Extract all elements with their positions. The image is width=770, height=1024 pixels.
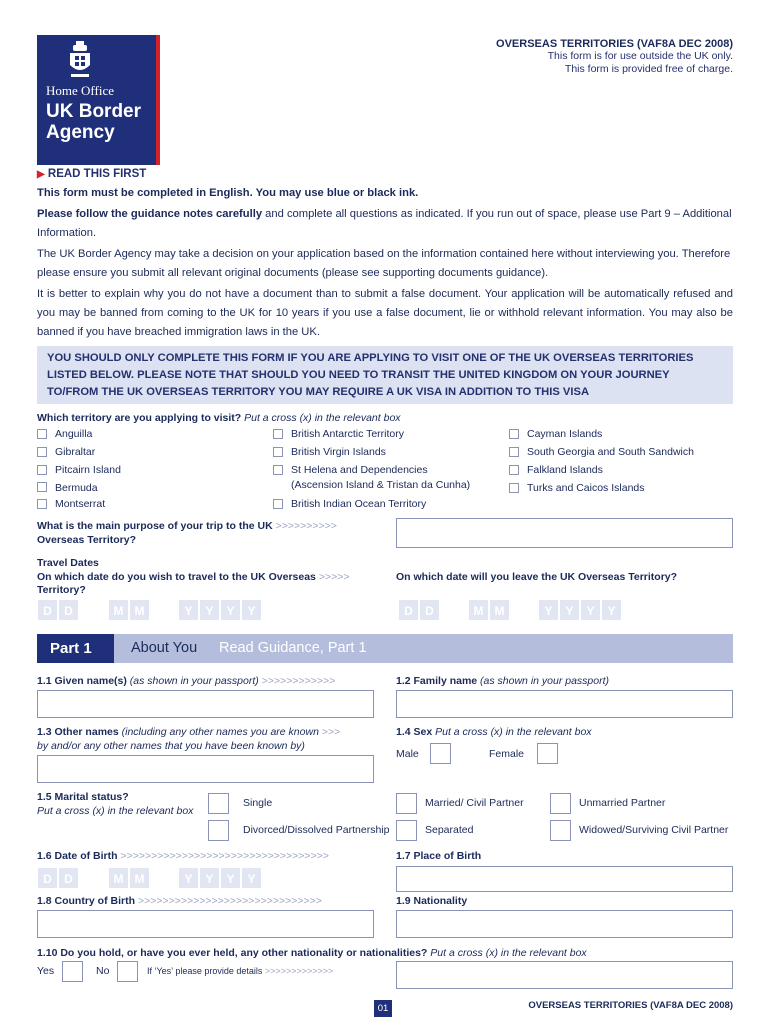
q1-10-label <box>37 947 587 959</box>
intro-paragraph-3: The UK Border Agency may take a decision on your application based on the information contained here without interviewing you. Therefore please ensure you submit all relevant original documents (please see supporting documents guidance). <box>37 248 731 279</box>
play-arrow-icon: ▶ <box>37 169 45 180</box>
year-digit[interactable]: Y <box>559 599 580 621</box>
form-title: OVERSEAS TERRITORIES (VAF8A DEC 2008) <box>496 38 733 50</box>
year-digit[interactable]: Y <box>199 599 220 621</box>
dob-day[interactable] <box>37 867 79 889</box>
q1-3-arrows: >>> <box>321 726 341 738</box>
leave-date-day[interactable] <box>398 599 440 621</box>
q1-10-details-label <box>147 966 333 976</box>
part-1-header <box>37 634 733 663</box>
q1-3-hint: (including any other names you are known <box>121 726 319 738</box>
day-digit[interactable]: D <box>37 599 58 621</box>
purpose-question-line-2: Overseas Territory? <box>37 534 137 546</box>
header-note-1: This form is for use outside the UK only. <box>547 50 733 62</box>
marital-widowed-checkbox[interactable] <box>550 820 571 841</box>
q1-1-label-text: 1.1 Given name(s) <box>37 675 127 687</box>
sex-male-label: Male <box>396 748 419 760</box>
marital-widowed-label: Widowed/Surviving Civil Partner <box>579 824 729 836</box>
q1-4-hint: Put a cross (x) in the relevant box <box>435 726 592 738</box>
travel-date-question <box>37 571 350 583</box>
day-digit[interactable]: D <box>58 599 79 621</box>
year-digit[interactable]: Y <box>601 599 622 621</box>
marital-married-label: Married/ Civil Partner <box>425 797 524 809</box>
marital-divorced-checkbox[interactable] <box>208 820 229 841</box>
marital-single-label: Single <box>243 797 273 809</box>
dob-year[interactable] <box>178 867 262 889</box>
option-pitcairn-island: Pitcairn Island <box>55 464 121 476</box>
month-digit[interactable]: M <box>129 867 150 889</box>
marital-unmarried-checkbox[interactable] <box>550 793 571 814</box>
q1-8-label <box>37 895 322 907</box>
q1-9-label: 1.9 Nationality <box>396 895 468 907</box>
year-digit[interactable]: Y <box>220 867 241 889</box>
option-montserrat: Montserrat <box>55 498 106 510</box>
sex-male-checkbox[interactable] <box>430 743 451 764</box>
option-south-georgia: South Georgia and South Sandwich <box>527 446 694 458</box>
q1-1-hint: (as shown in your passport) <box>129 675 259 687</box>
q1-8-label-text: 1.8 Country of Birth <box>37 895 136 907</box>
purpose-arrows: >>>>>>>>>> <box>275 520 337 532</box>
option-british-indian-ocean-territory: British Indian Ocean Territory <box>291 498 427 510</box>
option-st-helena-note: (Ascension Island & Tristan da Cunha) <box>291 479 471 491</box>
family-name-input[interactable] <box>396 690 733 718</box>
part-1-label: Part 1 <box>37 634 114 663</box>
leave-date-question: On which date will you leave the UK Overseas Territory? <box>396 571 678 583</box>
purpose-input[interactable] <box>396 518 733 548</box>
month-digit[interactable]: M <box>489 599 510 621</box>
travel-date-arrows: >>>>> <box>318 571 350 583</box>
checkbox-bermuda[interactable] <box>37 482 47 492</box>
option-bermuda: Bermuda <box>55 482 98 494</box>
q1-3-label-text: 1.3 Other names <box>37 726 119 738</box>
other-nationality-input[interactable] <box>396 961 733 989</box>
q1-2-hint: (as shown in your passport) <box>480 675 610 687</box>
q1-2-label <box>396 675 609 687</box>
intro-paragraph-1: This form must be completed in English. You may use blue or black ink. <box>37 187 419 199</box>
header-note-2: This form is provided free of charge. <box>564 63 733 75</box>
day-digit[interactable]: D <box>398 599 419 621</box>
page-number: 01 <box>374 1000 392 1017</box>
checkbox-turks-and-caicos[interactable] <box>509 483 519 493</box>
month-digit[interactable]: M <box>129 599 150 621</box>
logo-home-office: Home Office <box>46 83 114 98</box>
option-falkland-islands: Falkland Islands <box>527 464 603 476</box>
q1-6-arrows: >>>>>>>>>>>>>>>>>>>>>>>>>>>>>>>>>> <box>120 850 329 862</box>
uk-border-agency-logo <box>37 35 160 165</box>
checkbox-st-helena[interactable] <box>273 465 283 475</box>
year-digit[interactable]: Y <box>178 599 199 621</box>
other-names-input[interactable] <box>37 755 374 783</box>
q1-1-arrows: >>>>>>>>>>>> <box>261 675 336 687</box>
overseas-territories-notice: YOU SHOULD ONLY COMPLETE THIS FORM IF YOU ARE APPLYING TO VISIT ONE OF THE UK OVERSEAS TERRITORIES LISTED BELOW. PLEASE NOTE THAT SHOULD YOU NEED TO TRANSIT THE UNITED KINGDOM ON YOUR JOURNEY TO/FROM THE UK OVERSEAS TERRITORY YOU MAY REQUIRE A UK VISA IN ADDITION TO THIS VISA <box>37 346 733 404</box>
checkbox-montserrat[interactable] <box>37 499 47 509</box>
intro-paragraph-4: It is better to explain why you do not have a document than to submit a false document. Your application will be automatically refused and you may be banned from coming to the UK for 10 years if you use a false document, lie or withhold relevant information. You may also be banned if you have breached immigration laws in the UK. <box>37 288 733 338</box>
purpose-question-line-1: What is the main purpose of your trip to the UK <box>37 520 273 532</box>
q1-3-label <box>37 726 340 738</box>
royal-crest-icon <box>67 41 93 79</box>
q1-7-label: 1.7 Place of Birth <box>396 850 482 862</box>
checkbox-pitcairn-island[interactable] <box>37 465 47 475</box>
q1-6-label-text: 1.6 Date of Birth <box>37 850 118 862</box>
territory-question-label: Which territory are you applying to visit? <box>37 412 242 424</box>
q1-5-hint: Put a cross (x) in the relevant box <box>37 805 194 817</box>
q1-6-label <box>37 850 329 862</box>
q1-1-label <box>37 675 335 687</box>
q1-10-label-text: 1.10 Do you hold, or have you ever held, any other nationality or nationalities? <box>37 947 428 959</box>
marital-separated-label: Separated <box>425 824 474 836</box>
checkbox-cayman-islands[interactable] <box>509 429 519 439</box>
leave-date-year[interactable] <box>538 599 622 621</box>
dob-month[interactable] <box>108 867 150 889</box>
q1-10-details-text: If ‘Yes’ please provide details <box>147 966 263 976</box>
marital-unmarried-label: Unmarried Partner <box>579 797 666 809</box>
footer-title: OVERSEAS TERRITORIES (VAF8A DEC 2008) <box>528 1000 733 1011</box>
part-1-guidance: Read Guidance, Part 1 <box>219 640 367 656</box>
option-st-helena: St Helena and Dependencies <box>291 464 428 476</box>
sex-female-label: Female <box>489 748 525 760</box>
intro-paragraph-2 <box>37 205 733 243</box>
year-digit[interactable]: Y <box>580 599 601 621</box>
checkbox-british-indian-ocean-territory[interactable] <box>273 499 283 509</box>
travel-date-question-text: On which date do you wish to travel to the UK Overseas <box>37 571 316 583</box>
option-turks-and-caicos: Turks and Caicos Islands <box>527 482 645 494</box>
year-digit[interactable]: Y <box>241 867 262 889</box>
logo-line-3: Agency <box>46 122 115 143</box>
q1-10-arrows: >>>>>>>>>>>>> <box>264 966 334 976</box>
option-british-virgin-islands: British Virgin Islands <box>291 446 386 458</box>
sex-female-checkbox[interactable] <box>537 743 558 764</box>
year-digit[interactable]: Y <box>220 599 241 621</box>
nationality-input[interactable] <box>396 910 733 938</box>
logo-line-2: UK Border <box>46 101 142 122</box>
option-cayman-islands: Cayman Islands <box>527 428 603 440</box>
option-gibraltar: Gibraltar <box>55 446 96 458</box>
checkbox-gibraltar[interactable] <box>37 447 47 457</box>
q1-10-no-label: No <box>96 965 110 977</box>
place-of-birth-input[interactable] <box>396 866 733 892</box>
travel-date-question-line-2: Territory? <box>37 584 86 596</box>
leave-date-month[interactable] <box>468 599 510 621</box>
month-digit[interactable]: M <box>468 599 489 621</box>
intro-paragraph-2-bold: Please follow the guidance notes carefully <box>37 208 263 220</box>
country-of-birth-input[interactable] <box>37 910 374 938</box>
checkbox-falkland-islands[interactable] <box>509 465 519 475</box>
option-british-antarctic-territory: British Antarctic Territory <box>291 428 405 440</box>
territory-question <box>37 412 401 424</box>
q1-10-hint: Put a cross (x) in the relevant box <box>430 947 587 959</box>
q1-10-yes-checkbox[interactable] <box>62 961 83 982</box>
given-names-input[interactable] <box>37 690 374 718</box>
checkbox-british-antarctic-territory[interactable] <box>273 429 283 439</box>
year-digit[interactable]: Y <box>538 599 559 621</box>
q1-5-label: 1.5 Marital status? <box>37 791 129 803</box>
marital-single-checkbox[interactable] <box>208 793 229 814</box>
checkbox-british-virgin-islands[interactable] <box>273 447 283 457</box>
marital-separated-checkbox[interactable] <box>396 820 417 841</box>
logo-red-stripe <box>156 35 160 165</box>
read-this-first-heading <box>37 168 146 180</box>
logo-agency-name <box>46 101 141 143</box>
q1-3-hint-line-2: by and/or any other names that you have been known by) <box>37 740 305 752</box>
q1-4-label <box>396 726 592 738</box>
q1-4-label-text: 1.4 Sex <box>396 726 433 738</box>
travel-date-month[interactable] <box>108 599 150 621</box>
q1-2-label-text: 1.2 Family name <box>396 675 478 687</box>
travel-date-year[interactable] <box>178 599 262 621</box>
q1-10-yes-label: Yes <box>37 965 55 977</box>
day-digit[interactable]: D <box>37 867 58 889</box>
marital-divorced-label: Divorced/Dissolved Partnership <box>243 824 390 836</box>
travel-date-day[interactable] <box>37 599 79 621</box>
year-digit[interactable]: Y <box>178 867 199 889</box>
purpose-question <box>37 520 337 532</box>
checkbox-south-georgia[interactable] <box>509 447 519 457</box>
month-digit[interactable]: M <box>108 867 129 889</box>
day-digit[interactable]: D <box>419 599 440 621</box>
year-digit[interactable]: Y <box>199 867 220 889</box>
option-anguilla: Anguilla <box>55 428 93 440</box>
read-this-first-label: READ THIS FIRST <box>47 168 147 180</box>
q1-10-no-checkbox[interactable] <box>117 961 138 982</box>
q1-8-arrows: >>>>>>>>>>>>>>>>>>>>>>>>>>>>>> <box>137 895 322 907</box>
checkbox-anguilla[interactable] <box>37 429 47 439</box>
territory-question-hint: Put a cross (x) in the relevant box <box>244 412 401 424</box>
day-digit[interactable]: D <box>58 867 79 889</box>
marital-married-checkbox[interactable] <box>396 793 417 814</box>
travel-dates-heading: Travel Dates <box>37 557 99 569</box>
intro-paragraph-2-rest: and complete all questions as indicated. If you run out of space, please use Part 9 – Additional Information. <box>37 208 732 239</box>
year-digit[interactable]: Y <box>241 599 262 621</box>
month-digit[interactable]: M <box>108 599 129 621</box>
part-1-title: About You <box>131 640 198 656</box>
